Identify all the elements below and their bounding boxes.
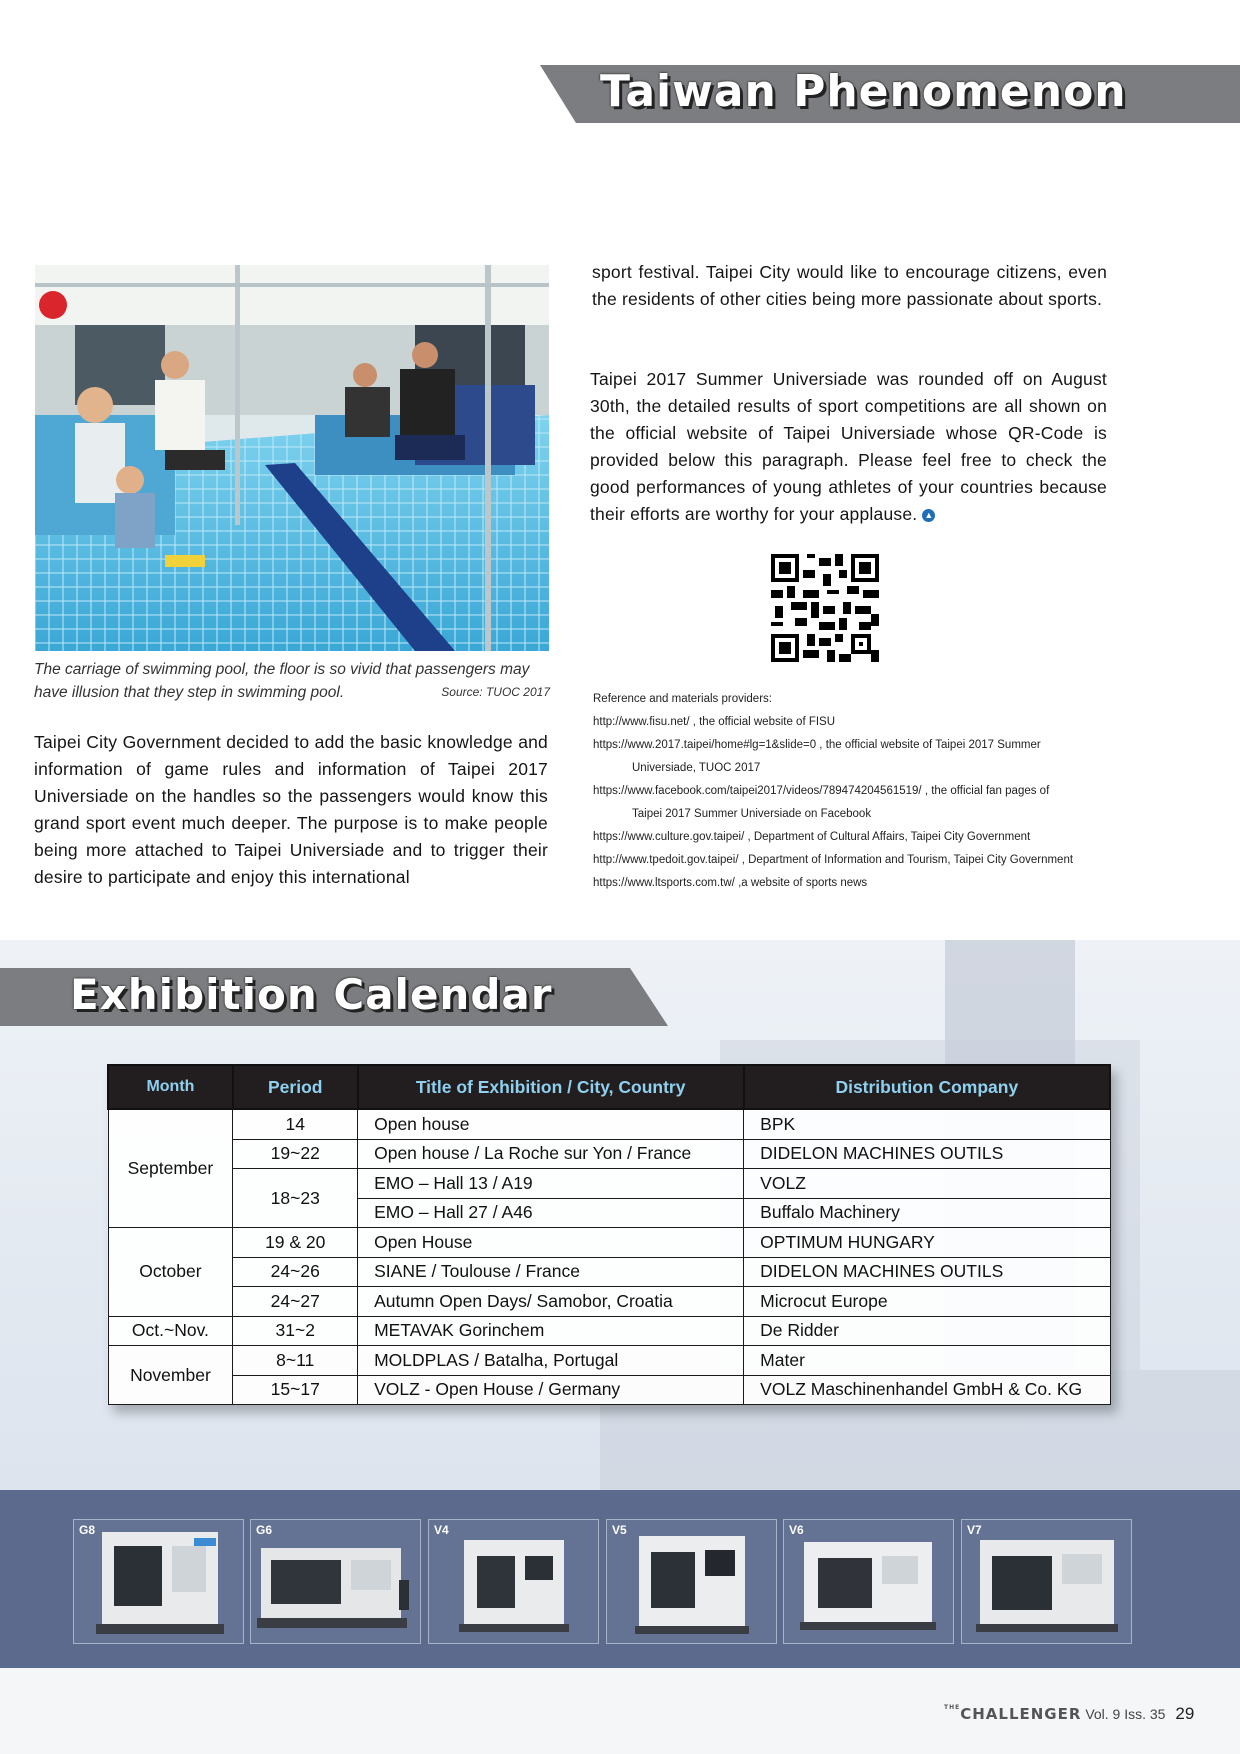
- reference-link-ltsports[interactable]: https://www.ltsports.com.tw/ ,a website of sports news: [593, 877, 868, 889]
- header-title: Title of Exhibition / City, Country: [358, 1065, 744, 1109]
- period-cell: 18~23: [233, 1169, 358, 1228]
- title-cell: Open house: [358, 1109, 744, 1139]
- title-cell: METAVAK Gorinchem: [358, 1316, 744, 1346]
- period-cell: 19~22: [233, 1139, 358, 1169]
- reference-link-fisu[interactable]: http://www.fisu.net/ , the official website of FISU: [593, 716, 836, 728]
- table-row: [108, 1346, 1110, 1376]
- reference-link-facebook[interactable]: https://www.facebook.com/taipei2017/videos/789474204561519/ , the official fan pages of: [593, 785, 1050, 797]
- end-mark-icon: ▲: [924, 509, 934, 520]
- period-cell: 8~11: [233, 1346, 358, 1376]
- table-row: [108, 1316, 1110, 1346]
- company-cell: De Ridder: [744, 1316, 1110, 1346]
- title-cell: Autumn Open Days/ Samobor, Croatia: [358, 1287, 744, 1317]
- company-cell: VOLZ: [744, 1169, 1110, 1199]
- reference-link-taipei2017[interactable]: https://www.2017.taipei/home#lg=1&slide=0 , the official website of Taipei 2017 Summer: [593, 739, 1041, 751]
- reference-link-tpedoit[interactable]: http://www.tpedoit.gov.taipei/ , Department of Information and Tourism, Taipei City Government: [593, 854, 1074, 866]
- calendar-title: Exhibition Calendar: [70, 970, 553, 1019]
- page-footer: [944, 1704, 1194, 1724]
- table-row: [108, 1375, 1110, 1405]
- company-cell: DIDELON MACHINES OUTILS: [744, 1139, 1110, 1169]
- period-cell: 19 & 20: [233, 1228, 358, 1258]
- reference-link-taipei2017-cont: Universiade, TUOC 2017: [632, 762, 761, 774]
- table-row: [108, 1287, 1110, 1317]
- header-month: Month: [108, 1065, 233, 1109]
- machine-g6-icon: [251, 1520, 420, 1643]
- title-cell: SIANE / Toulouse / France: [358, 1257, 744, 1287]
- header-period: Period: [233, 1065, 358, 1109]
- header-company: Distribution Company: [744, 1065, 1110, 1109]
- company-cell: DIDELON MACHINES OUTILS: [744, 1257, 1110, 1287]
- photo-source: Source: TUOC 2017: [441, 685, 550, 699]
- table-row: [108, 1169, 1110, 1199]
- machine-v5-icon: [607, 1520, 776, 1643]
- page-number: 29: [1175, 1704, 1195, 1723]
- table-header-row: [108, 1065, 1110, 1109]
- reference-list: [593, 688, 1153, 895]
- reference-link-culture[interactable]: https://www.culture.gov.taipei/ , Department of Cultural Affairs, Taipei City Government: [593, 831, 1031, 843]
- period-cell: 15~17: [233, 1375, 358, 1405]
- company-cell: Buffalo Machinery: [744, 1198, 1110, 1228]
- article-right-paragraph-2: [590, 366, 1107, 528]
- month-cell: October: [108, 1228, 233, 1317]
- title-cell: MOLDPLAS / Batalha, Portugal: [358, 1346, 744, 1376]
- table-row: [108, 1139, 1110, 1169]
- company-cell: Microcut Europe: [744, 1287, 1110, 1317]
- period-cell: 24~26: [233, 1257, 358, 1287]
- table-row: [108, 1257, 1110, 1287]
- machine-label: G6: [256, 1523, 273, 1537]
- table-row: [108, 1228, 1110, 1258]
- machine-card-v4[interactable]: [428, 1519, 599, 1644]
- company-cell: VOLZ Maschinenhandel GmbH & Co. KG: [744, 1375, 1110, 1405]
- exhibition-calendar-table: [107, 1064, 1111, 1405]
- machine-v7-icon: [962, 1520, 1131, 1643]
- month-cell: Oct.~Nov.: [108, 1316, 233, 1346]
- reference-link-facebook-cont: Taipei 2017 Summer Universiade on Facebook: [632, 808, 872, 820]
- machine-v6-icon: [784, 1520, 953, 1643]
- issue-info: Vol. 9 Iss. 35: [1085, 1706, 1166, 1722]
- magazine-logo: [944, 1705, 1081, 1723]
- machine-label: V7: [967, 1523, 982, 1537]
- caption-text: The carriage of swimming pool, the floor is so vivid that passengers may have illusion that they step in swimming pool.: [34, 661, 530, 701]
- machine-v4-icon: [429, 1520, 598, 1643]
- period-cell: 14: [233, 1109, 358, 1139]
- title-cell: Open house / La Roche sur Yon / France: [358, 1139, 744, 1169]
- reference-heading: Reference and materials providers:: [593, 693, 772, 705]
- qr-code-graphic: [771, 554, 879, 662]
- machine-card-g6[interactable]: [250, 1519, 421, 1644]
- section-title: Taiwan Phenomenon: [600, 66, 1127, 117]
- title-cell: Open House: [358, 1228, 744, 1258]
- machine-card-g8[interactable]: [73, 1519, 244, 1644]
- metro-carriage-illustration: [35, 265, 549, 651]
- title-cell: EMO – Hall 27 / A46: [358, 1198, 744, 1228]
- month-cell: September: [108, 1109, 233, 1228]
- machine-label: V5: [612, 1523, 627, 1537]
- company-cell: BPK: [744, 1109, 1110, 1139]
- photo-caption: [34, 658, 550, 704]
- period-cell: 31~2: [233, 1316, 358, 1346]
- article-right-paragraph-1: sport festival. Taipei City would like to encourage citizens, even the residents of other cities being more passionate about sports.: [592, 262, 1107, 309]
- logo-text: CHALLENGER: [960, 1705, 1082, 1723]
- company-cell: OPTIMUM HUNGARY: [744, 1228, 1110, 1258]
- month-cell: November: [108, 1346, 233, 1405]
- machine-label: V4: [434, 1523, 449, 1537]
- article-left-paragraph: Taipei City Government decided to add the basic knowledge and information of game rules and information of Taipei 2017 Universiade on the handles so the passengers would know this grand sport event much deeper. The purpose is to make people being more attached to Taipei Universiade and to trigger their desire to participate and enjoy this international: [34, 732, 548, 887]
- article-right-paragraph-2-text: Taipei 2017 Summer Universiade was rounded off on August 30th, the detailed results of sport competitions are all shown on the official website of Taipei Universiade whose QR-Code is provided below this paragraph. Please feel free to check the good performances of young athletes of your countries because their efforts are worthy for your applause.: [590, 369, 1107, 524]
- logo-prefix: THE: [944, 1704, 961, 1711]
- title-cell: VOLZ - Open House / Germany: [358, 1375, 744, 1405]
- machine-label: V6: [789, 1523, 804, 1537]
- machine-g8-icon: [74, 1520, 243, 1643]
- table-row: [108, 1109, 1110, 1139]
- machine-card-v5[interactable]: [606, 1519, 777, 1644]
- company-cell: Mater: [744, 1346, 1110, 1376]
- machine-card-v6[interactable]: [783, 1519, 954, 1644]
- machine-label: G8: [79, 1523, 96, 1537]
- title-cell: EMO – Hall 13 / A19: [358, 1169, 744, 1199]
- machine-card-v7[interactable]: [961, 1519, 1132, 1644]
- period-cell: 24~27: [233, 1287, 358, 1317]
- qr-code[interactable]: [771, 554, 879, 662]
- metro-carriage-photo: [35, 265, 549, 651]
